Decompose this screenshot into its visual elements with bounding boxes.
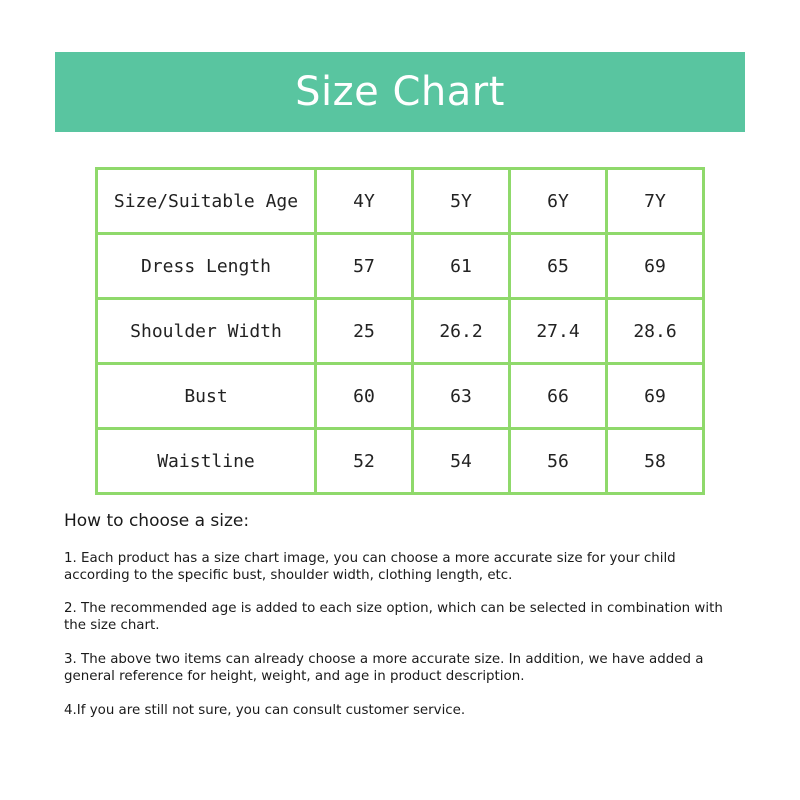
table-row-bust [97, 364, 704, 429]
table-cell: 28.6 [607, 299, 704, 364]
table-cell: 69 [607, 234, 704, 299]
note-2: 2. The recommended age is added to each size option, which can be selected in combination with the size chart. [64, 601, 723, 633]
table-cell: 63 [413, 364, 510, 429]
table-row-shoulder-width [97, 299, 704, 364]
table-row-waistline [97, 429, 704, 494]
note-1: 1. Each product has a size chart image, you can choose a more accurate size for your child according to the specific bust, shoulder width, clothing length, etc. [64, 551, 676, 583]
table-cell: 61 [413, 234, 510, 299]
table-cell: 25 [316, 299, 413, 364]
note-3: 3. The above two items can already choose a more accurate size. In addition, we have added a general reference for height, weight, and age in product description. [64, 652, 704, 684]
row-label-waistline: Waistline [97, 429, 316, 494]
table-row-size [97, 169, 704, 234]
size-table [95, 167, 705, 495]
row-label-size: Size/Suitable Age [97, 169, 316, 234]
page-title: Size Chart [295, 69, 505, 115]
table-cell: 54 [413, 429, 510, 494]
table-cell: 26.2 [413, 299, 510, 364]
note-4: 4.If you are still not sure, you can consult customer service. [64, 703, 466, 718]
table-cell: 52 [316, 429, 413, 494]
table-cell: 60 [316, 364, 413, 429]
table-cell: 27.4 [510, 299, 607, 364]
table-cell: 5Y [413, 169, 510, 234]
row-label-shoulder-width: Shoulder Width [97, 299, 316, 364]
table-cell: 4Y [316, 169, 413, 234]
row-label-dress-length: Dress Length [97, 234, 316, 299]
row-label-bust: Bust [97, 364, 316, 429]
table-cell: 66 [510, 364, 607, 429]
table-cell: 7Y [607, 169, 704, 234]
table-cell: 65 [510, 234, 607, 299]
table-cell: 6Y [510, 169, 607, 234]
table-cell: 58 [607, 429, 704, 494]
table-cell: 56 [510, 429, 607, 494]
table-cell: 57 [316, 234, 413, 299]
size-chart-banner [55, 52, 745, 132]
table-row-dress-length [97, 234, 704, 299]
howto-heading: How to choose a size: [64, 511, 250, 531]
table-cell: 69 [607, 364, 704, 429]
